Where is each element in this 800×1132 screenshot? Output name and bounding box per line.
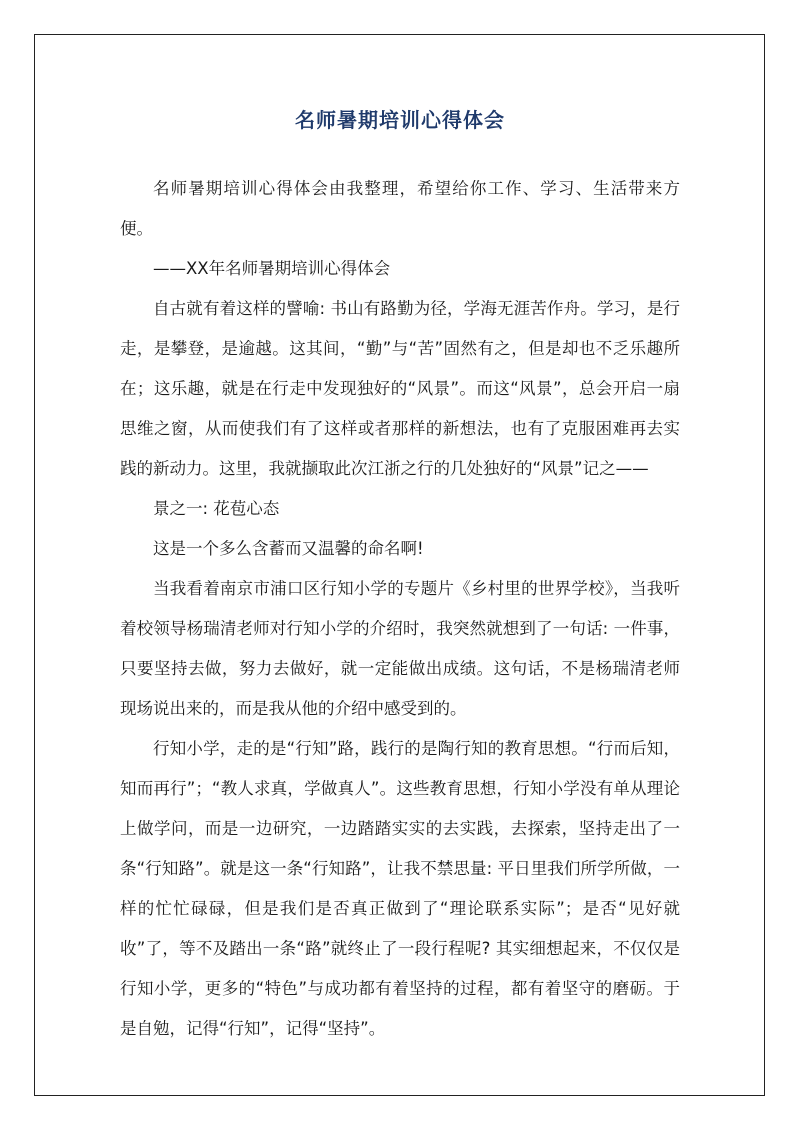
body-paragraph: 这是一个多么含蓄而又温馨的命名啊!	[153, 539, 424, 558]
section-heading: 景之一: 花苞心态	[153, 499, 280, 518]
body-paragraph: 自古就有着这样的譬喻: 书山有路勤为径，学海无涯苦作舟。学习，是行走，是攀登，是逾越。这其间，“勤”与“苦”固然有之，但是却也不乏乐趣所在；这乐趣，就是在行走中发现独好的“风景”。而这“风景”，总会开启一扇思维之窗，从而使我们有了这样或者那样的新想法，也有了克服困难再去实践的新动力。这里，我就撷取此次江浙之行的几处独好的“风景”记之——	[120, 299, 680, 478]
intro-paragraph: 名师暑期培训心得体会由我整理，希望给你工作、学习、生活带来方便。	[120, 179, 680, 238]
subtitle-line: ——XX年名师暑期培训心得体会	[153, 259, 391, 278]
document-body	[120, 104, 680, 1049]
body-paragraph: 行知小学，走的是“行知”路，践行的是陶行知的教育思想。“行而后知，知而再行”；“教人求真，学做真人”。这些教育思想，行知小学没有单从理论上做学问，而是一边研究，一边踏踏实实的去实践，去探索，坚持走出了一条“行知路”。就是这一条“行知路”，让我不禁思量: 平日里我们所学所做，一样的忙忙碌碌，但是我们是否真正做到了“理论联系实际”；是否“见好就收”了，等不及踏出一条“路”就终止了一段行程呢? 其实细想起来，不仅仅是行知小学，更多的“特色”与成功都有着坚持的过程，都有着坚守的磨砺。于是自勉，记得“行知”，记得“坚持”。	[120, 739, 680, 1038]
document-title: 名师暑期培训心得体会	[295, 108, 505, 132]
body-paragraph: 当我看着南京市浦口区行知小学的专题片《乡村里的世界学校》，当我听着校领导杨瑞清老师对行知小学的介绍时，我突然就想到了一句话: 一件事，只要坚持去做，努力去做好，就一定能做出成绩。这句话，不是杨瑞清老师现场说出来的，而是我从他的介绍中感受到的。	[120, 579, 680, 718]
